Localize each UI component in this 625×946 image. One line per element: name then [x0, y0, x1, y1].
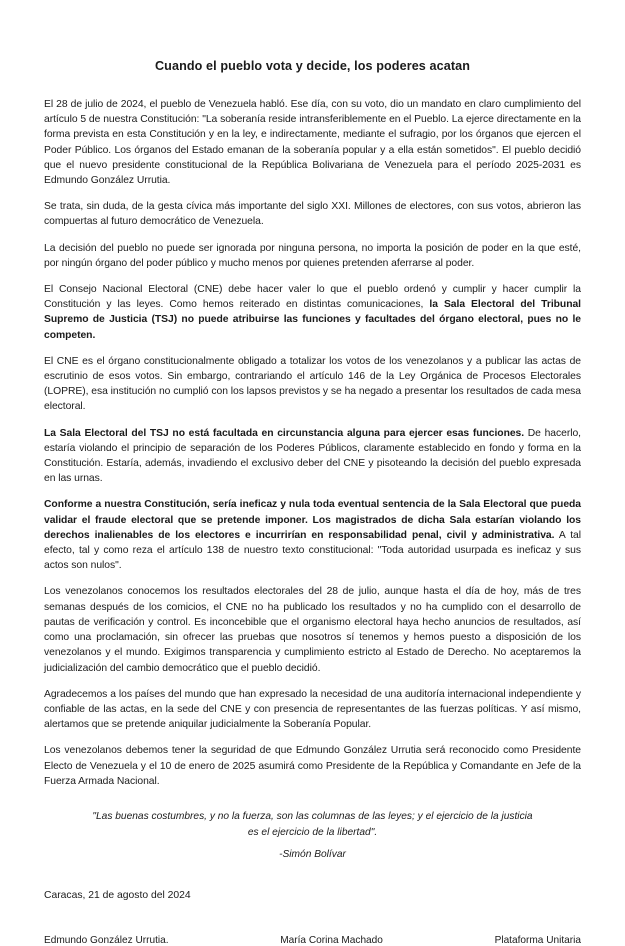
paragraph-2	[44, 199, 581, 229]
body-text: Los venezolanos debemos tener la seguridad de que Edmundo González Urrutia será reconocido como Presidente Electo de Venezuela y el 10 de enero de 2025 asumirá como Presidente de la República y Comandante en Jefe de la Fuerza Armada Nacional.	[44, 745, 581, 787]
emphasized-text: la Sala Electoral del Tribunal Supremo de Justicia (TSJ) no puede atribuirse las funciones y facultades del órgano electoral, pues no le competen.	[44, 299, 581, 341]
body-text: Agradecemos a los países del mundo que han expresado la necesidad de una auditoría internacional independiente y confiable de las actas, en la sede del CNE y con presencia de representantes de las fuerzas políticas. Y así mismo, alertamos que se pretende aniquilar judicialmente la Soberanía Popular.	[44, 688, 581, 731]
quote-author: -Simón Bolívar	[279, 848, 346, 860]
document-body	[44, 97, 581, 789]
body-text: De hacerlo, estaría violando el principio de separación de los Poderes Públicos, claramente establecido en fondo y forma en la Constitución. Estaría, además, invadiendo el exclusivo deber del CNE y pisoteando la decisión del pueblo expresada en las urnas.	[44, 427, 581, 485]
emphasized-text: Conforme a nuestra Constitución, sería ineficaz y nula toda eventual sentencia de la Sala Electoral que pueda validar el fraude electoral que se pretende imponer. Los magistrados de dicha Sala estarían violando los derechos inalienables de los electores e incurrirían en responsabilidad penal, civil y administrativa.	[44, 499, 581, 541]
paragraph-9	[44, 687, 581, 733]
quote-line-1: "Las buenas costumbres, y no la fuerza, son las columnas de las leyes; y el ejercicio de la justicia	[92, 810, 533, 822]
paragraph-5	[44, 354, 581, 415]
body-text: A tal efecto, tal y como reza el artículo 138 de nuestro texto constitucional: "Toda autoridad usurpada es ineficaz y sus actos son nulos".	[44, 529, 581, 572]
place-and-date: Caracas, 21 de agosto del 2024	[44, 890, 191, 902]
paragraph-6	[44, 426, 581, 487]
body-text: Se trata, sin duda, de la gesta cívica más importante del siglo XXI. Millones de electores, con sus votos, abrieron las compuertas al futuro democrático de Venezuela.	[44, 201, 581, 228]
paragraph-8	[44, 584, 581, 675]
signature-plataforma-unitaria: Plataforma Unitaria	[494, 935, 581, 946]
body-text: El Consejo Nacional Electoral (CNE) debe hacer valer lo que el pueblo ordenó y cumplir y hacer cumplir la Constitución y las leyes. Como hemos reiterado en distintas comunicaciones,	[44, 284, 581, 311]
paragraph-3	[44, 241, 581, 271]
paragraph-4	[44, 282, 581, 343]
paragraph-10	[44, 743, 581, 789]
page-title: Cuando el pueblo vota y decide, los poderes acatan	[154, 59, 471, 73]
body-text: Los venezolanos conocemos los resultados electorales del 28 de julio, aunque hasta el día de hoy, más de tres semanas después de los comicios, el CNE no ha publicado los resultados y no ha cumplido con el desarrollo de pautas de verificación y control. Es inconcebible que el organismo electoral haya hecho anuncios de resultados, así como una proclamación, sin ofrecer las pruebas que nosotros sí tenemos y hemos puesto a disposición de los venezolanos y el mundo. Exigimos transparencia y cumplimiento estricto al Estado de Derecho. No aceptaremos la judicialización del cambio democrático que el pueblo decidió.	[44, 586, 581, 674]
signature-maria-corina-machado: María Corina Machado	[280, 935, 383, 946]
emphasized-text: La Sala Electoral del TSJ no está facultada en circunstancia alguna para ejercer esas funciones.	[44, 427, 525, 439]
signature-edmundo-gonzalez: Edmundo González Urrutia.	[44, 935, 169, 946]
body-text: El 28 de julio de 2024, el pueblo de Venezuela habló. Ese día, con su voto, dio un mandato en claro cumplimiento del artículo 5 de nuestra Constitución: "La soberanía reside intransferiblemente en el Pueblo. La ejerce directamente en la forma prevista en esta Constitución y en la ley, e indirectamente, mediante el sufragio, por los órganos que ejercen el Poder Público. Los órganos del Estado emanan de la soberanía popular y a ella están sometidos". El pueblo decidió que el nuevo presidente constitucional de la República Bolivariana de Venezuela para el período 2025-2031 es Edmundo González Urrutia.	[44, 99, 581, 187]
signature-row	[44, 935, 581, 946]
paragraph-1	[44, 97, 581, 188]
paragraph-7	[44, 497, 581, 573]
body-text: El CNE es el órgano constitucionalmente obligado a totalizar los votos de los venezolanos y a publicar las actas de escrutinio de esos votos. Sin embargo, contrariando el artículo 146 de la Ley Orgánica de Procesos Electorales (LOPRE), esa institución no cumplió con los lapsos previstos y se ha negado a presentar los resultados de cada mesa electoral.	[44, 355, 581, 413]
body-text: La decisión del pueblo no puede ser ignorada por ninguna persona, no importa la posición de poder en la que esté, por ningún órgano del poder público y mucho menos por quienes pretenden aferrarse al poder.	[44, 242, 581, 269]
quote-line-2: es el ejercicio de la libertad".	[247, 826, 378, 838]
bolivar-quote	[44, 809, 581, 862]
